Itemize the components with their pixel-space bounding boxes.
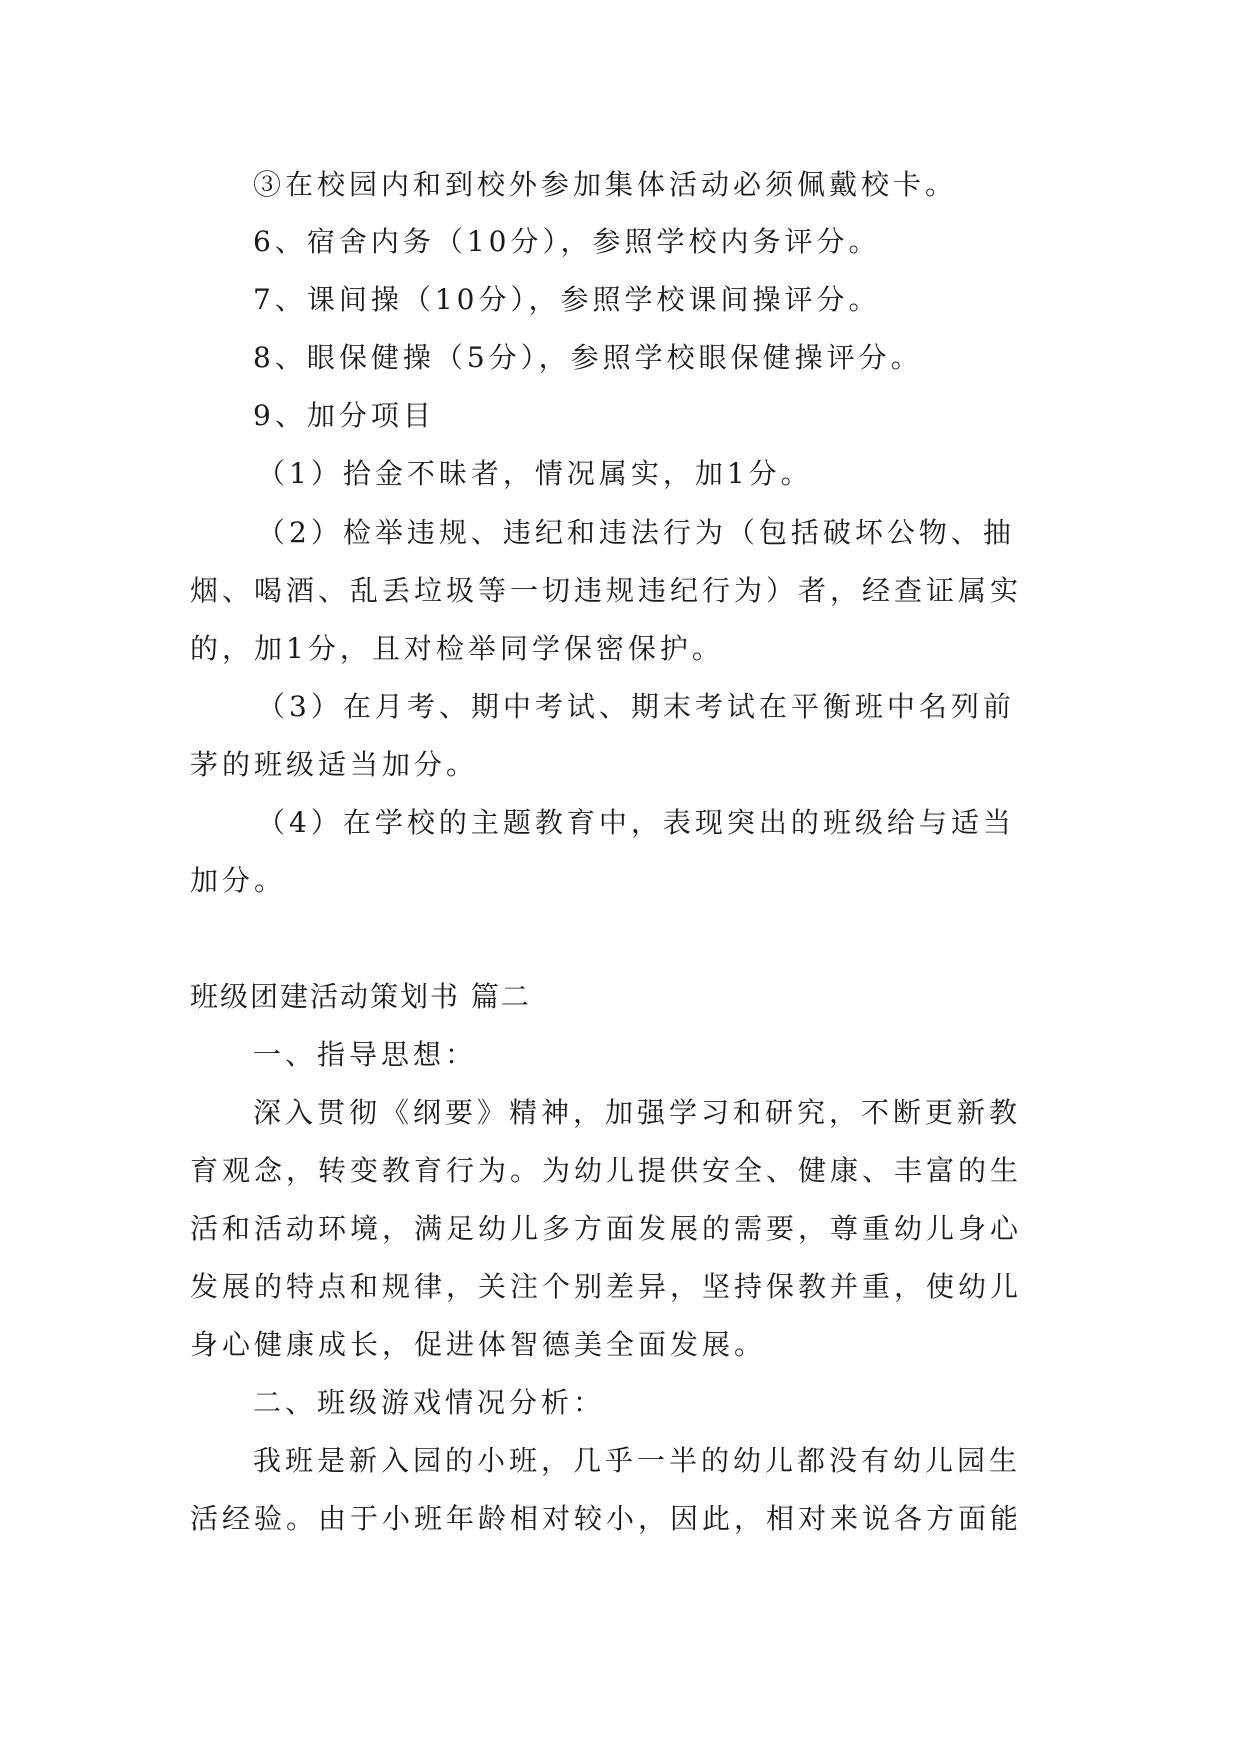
paragraph-line: 活和活动环境，满足幼儿多方面发展的需要，尊重幼儿身心 — [190, 1212, 1023, 1245]
paragraph-line: （2）检举违规、违纪和违法行为（包括破坏公物、抽 — [257, 516, 1015, 549]
paragraph-line: 我班是新入园的小班，几乎一半的幼儿都没有幼儿园生 — [253, 1444, 1022, 1477]
subheading: 一、指导思想： — [253, 1038, 478, 1071]
paragraph-line: ③在校园内和到校外参加集体活动必须佩戴校卡。 — [253, 168, 958, 201]
paragraph-line: 发展的特点和规律，关注个别差异，坚持保教并重，使幼儿 — [190, 1270, 1023, 1303]
paragraph-line: （1）拾金不昧者，情况属实，加1分。 — [257, 457, 813, 490]
paragraph-line: （3）在月考、期中考试、期末考试在平衡班中名列前 — [257, 690, 1015, 723]
paragraph-line: 深入贯彻《纲要》精神，加强学习和研究，不断更新教 — [253, 1096, 1022, 1129]
paragraph-line: 茅的班级适当加分。 — [190, 748, 479, 781]
paragraph-line: 身心健康成长，促进体智德美全面发展。 — [190, 1328, 767, 1361]
paragraph-line: 8、眼保健操（5分），参照学校眼保健操评分。 — [253, 341, 923, 374]
paragraph-line: 加分。 — [190, 864, 287, 897]
paragraph-line: 活经验。由于小班年龄相对较小，因此，相对来说各方面能 — [190, 1502, 1023, 1535]
paragraph-line: 的，加1分，且对检举同学保密保护。 — [190, 632, 724, 665]
paragraph-line: （4）在学校的主题教育中，表现突出的班级给与适当 — [257, 806, 1015, 839]
paragraph-line: 9、加分项目 — [253, 399, 435, 432]
paragraph-line: 6、宿舍内务（10分），参照学校内务评分。 — [253, 225, 881, 258]
paragraph-line: 烟、喝酒、乱丢垃圾等一切违规违纪行为）者，经查证属实 — [190, 574, 1023, 607]
paragraph-line: 育观念，转变教育行为。为幼儿提供安全、健康、丰富的生 — [190, 1154, 1023, 1187]
section-heading: 班级团建活动策划书 篇二 — [190, 980, 531, 1013]
paragraph-line: 7、课间操（10分），参照学校课间操评分。 — [253, 283, 881, 316]
subheading: 二、班级游戏情况分析： — [253, 1386, 606, 1419]
